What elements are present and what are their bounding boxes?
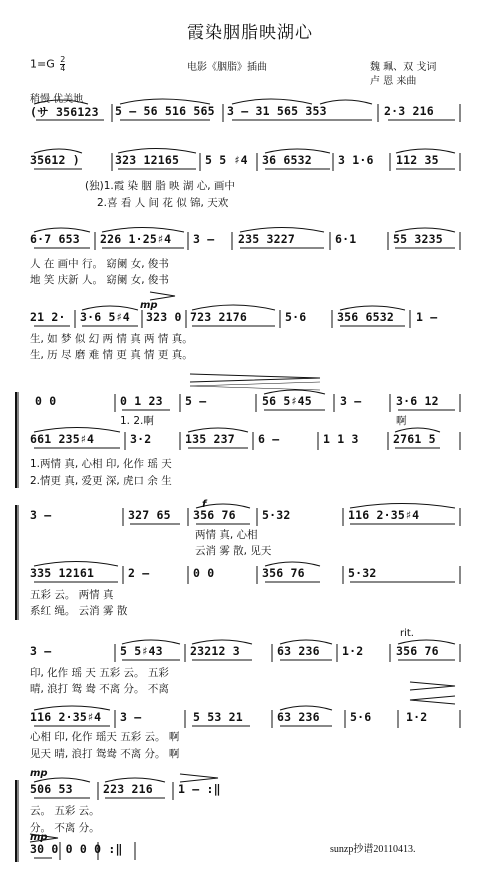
note-group: 661 235♯4 [30,432,95,446]
note-group: 23212 3 [190,644,240,658]
lyric-line: 晴, 浪打 鸳 鸯 不离 分。 不离 [30,683,169,695]
note-group: 3·6 5♯4 [80,310,130,324]
time-top: 2 [60,55,66,64]
note-group: 3 – [120,710,142,724]
note-group: 5·6 [285,310,307,324]
note-group: 135 237 [185,432,235,446]
note-group: 63 236 [277,644,320,658]
note-group: 0 0 [193,566,215,580]
note-group: 5 – [185,394,207,408]
dynamic-mp: mp [140,300,158,311]
note-group: 35612 ) [30,153,80,167]
source-note: 电影《胭脂》插曲 [187,62,267,73]
note-group: 63 236 [277,710,320,724]
hairpin [180,774,218,782]
lyric-line: 生, 如 梦 似 幻 两 情 真 两 情 真。 [30,333,193,345]
note-group: 3 1·6 [338,153,374,167]
note-group: 1 – [416,310,438,324]
note-group: 5 – 56 516 565 [115,104,215,118]
note-group: 5·6 [350,710,372,724]
hairpin [410,682,455,690]
composer: 卢 恩 来曲 [370,76,417,87]
note-group: 5 5 ♯4 [205,153,248,167]
note-group: 356 76 [262,566,305,580]
note-group: 112 35 [396,153,439,167]
note-group: 6·1 [335,232,357,246]
note-group: 5 53 21 [193,710,243,724]
note-group: 3 – [30,644,52,658]
note-group: 327 65 [128,508,171,522]
lyric-line: 五彩 云。 两情 真 [30,589,114,601]
note-group: 226 1·25♯4 [100,232,172,246]
note-group: 6 – [258,432,280,446]
lyric-line: 生, 历 尽 磨 难 情 更 真 情 更 真。 [30,349,193,361]
lyric-line: 地 笑 庆新 人。 窈阑 女, 俊书 [30,274,169,286]
lyric-line: (独)1.霞 染 胭 脂 映 湖 心, 画中 [85,180,235,192]
note-group: 5 5♯43 [120,644,163,658]
lyric-line: 2.情更 真, 爱更 深, 虎口 余 生 [30,475,172,487]
note-group: 6·7 653 [30,232,80,246]
note-group: 21 2· [30,310,66,324]
transcriber-credit: sunzp抄谱20110413. [330,844,416,855]
note-group: 506 53 [30,782,73,796]
note-group: 356 76 [193,508,236,522]
note-group: 323 12165 [115,153,180,167]
time-bottom: 4 [60,64,66,73]
dynamic-mp-3: mp [30,832,48,843]
note-group: 3 – [30,508,52,522]
hairpin [190,374,320,382]
lyricist: 魏 珮、双 戈词 [370,62,437,73]
tempo-marking: 稍慢 优美地 [30,94,84,105]
note-group: 223 216 [103,782,153,796]
slur [320,100,372,104]
note-group: 3·6 12 [396,394,439,408]
lyric-line: 系红 绳。 云消 雾 散 [30,605,128,617]
lyric-line: 1. 2.啊 [120,415,154,427]
note-group: 3 – 31 565 353 [227,104,327,118]
lyric-line: 人 在 画中 行。 窈阑 女, 俊书 [30,258,169,270]
note-group: (サ 356123 [30,105,99,119]
note-group: 3·2 [130,432,152,446]
dynamic-f: f [202,499,207,510]
note-group: 335 12161 [30,566,95,580]
note-group: 2 – [128,566,150,580]
hairpin [190,382,320,390]
hairpin [150,292,175,300]
note-group: 356 76 [396,644,439,658]
note-group: 1 – :‖ [178,782,221,796]
key-signature [30,56,65,73]
note-group: 723 2176 [190,310,247,324]
note-group: 30 0 0 0 0 :‖ [30,842,123,856]
lyric-line: 见天 晴, 浪打 鸳鸯 不离 分。 啊 [30,748,180,760]
note-group: 235 3227 [238,232,295,246]
lyric-line: 云。 五彩 云。 [30,805,100,817]
lyric-line: 分。 不离 分。 [30,822,100,834]
note-group: 1·2 [342,644,364,658]
hairpin [410,696,455,704]
note-group: 116 2·35♯4 [30,710,102,724]
key-value: 1=G [30,57,55,71]
note-group: 356 6532 [337,310,394,324]
lyric-line: 啊 [396,415,407,427]
note-group: 55 3235 [393,232,443,246]
note-group: 3 – [340,394,362,408]
note-group: 0 0 [35,394,57,408]
song-title: 霞染胭脂映湖心 [187,23,313,43]
note-group: 56 5♯45 [262,394,312,408]
note-group: 36 6532 [262,153,312,167]
note-group: 0 1 23 [120,394,163,408]
note-group: 2761 5 [393,432,436,446]
dynamic-mp-2: mp [30,768,48,779]
time-signature [60,56,65,73]
lyric-line: 云消 雾 散, 见天 [195,545,272,557]
lyric-line: 印, 化作 瑶 天 五彩 云。 五彩 [30,667,169,679]
note-group: 1·2 [406,710,428,724]
note-group: 5·32 [348,566,377,580]
note-group: 3 – [193,232,215,246]
note-group: 323 0 [146,310,182,324]
lyric-line: 1.两情 真, 心相 印, 化作 瑶 天 [30,458,172,470]
note-group: 2·3 216 [384,104,434,118]
note-group: 116 2·35♯4 [348,508,420,522]
lyric-line: 2.喜 看 人 间 花 似 锦, 天欢 [97,197,229,209]
note-group: 1 1 3 [323,432,359,446]
lyric-line: 两情 真, 心相 [195,529,258,541]
ritardando-mark: rit. [400,628,414,639]
lyric-line: 心相 印, 化作 瑶天 五彩 云。 啊 [30,731,180,743]
note-group: 5·32 [262,508,291,522]
